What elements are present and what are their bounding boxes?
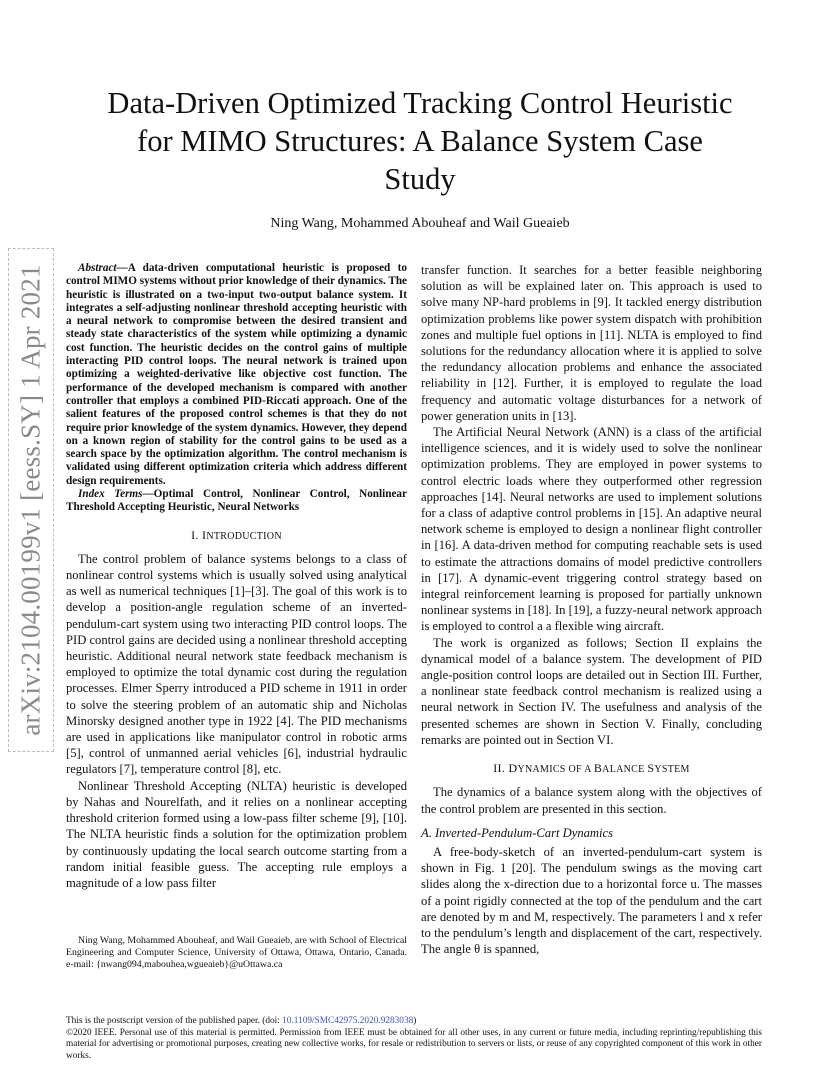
abstract-label: Abstract bbox=[78, 262, 117, 274]
dynamics-paragraph-1: The dynamics of a balance system along with the objectives of the control problem are presented in this section. bbox=[421, 785, 762, 816]
author-footnote: Ning Wang, Mohammed Abouheaf, and Wail Gueaieb, are with School of Electrical Engineering and Computer Science, University of Ottawa, Ottawa, Ontario, Canada. e-mail: {nwang094,mabouhea,wgueaieb}@uOttawa.ca bbox=[66, 935, 407, 970]
title-line-3: Study bbox=[384, 162, 456, 196]
subsection-heading-pendulum: A. Inverted-Pendulum-Cart Dynamics bbox=[421, 825, 614, 840]
index-terms-label: Index Terms bbox=[78, 488, 143, 501]
left-column bbox=[66, 262, 407, 891]
pendulum-paragraph-1: A free-body-sketch of an inverted-pendulum-cart system is shown in Fig. 1 [20]. The pendulum swings as the moving cart slides along the x-direction due to a horizontal force u. The masses of a point rigidly connected at the top of the pendulum and the cart are denoted by m and M, respectively. The parameters l and x refer to the pendulum’s length and displacement of the cart, respectively. The angle θ is spanned, bbox=[421, 844, 762, 957]
section-heading-dynamics: II. DYNAMICS OF A BALANCE SYSTEM bbox=[493, 761, 690, 776]
section-heading-introduction: I. INTRODUCTION bbox=[191, 527, 282, 542]
right-column bbox=[421, 262, 762, 957]
right-paragraph-2: The Artificial Neural Network (ANN) is a class of the artificial intelligence sciences, and it is widely used to solve the nonlinear optimization problems. They are employed in power systems to control electric loads where they outperformed other regression approaches [14]. Neural networks are used to implement solutions for a class of adaptive control problems in [15]. An adaptive neural network scheme is employed to design a nonlinear flight controller in [16]. A data-driven method for computing reachable sets is used to estimate the attractions domains of model predictive controllers in [17]. A dynamic-event triggering control strategy based on integral reinforcement learning is proposed for partially unknown nonlinear systems in [18]. In [19], a fuzzy-neural network approach is employed to control a a flexible wing aircraft. bbox=[421, 425, 762, 634]
arxiv-stamp bbox=[8, 248, 54, 752]
title-line-2: for MIMO Structures: A Balance System Case bbox=[137, 124, 703, 158]
postscript-line: This is the postscript version of the published paper. (doi: 10.1109/SMC42975.2020.9283038) bbox=[66, 1016, 417, 1026]
intro-paragraph-1: The control problem of balance systems belongs to a class of nonlinear control systems which is usually solved using analytical as well as numerical techniques [1]–[3]. The goal of this work is to develop a position-angle regulation scheme of an inverted-pendulum-cart system using two interacting PID control loops. The PID control gains are decided using a nonlinear threshold accepting heuristic. Additional neural network state feedback mechanism is employed to optimize the total dynamic cost during the regulation processes. Elmer Sperry introduced a PID scheme in 1911 in order to solve the steering problem of an automatic ship and Nicholas Minorsky designed another type in 1922 [4]. The PID mechanisms are used in applications like manipulator control in robotic arms [5], control of unmanned aerial vehicles [6], industrial hydraulic regulators [7], temperature control [8], etc. bbox=[66, 551, 407, 777]
ieee-copyright-text: ©2020 IEEE. Personal use of this material is permitted. Permission from IEEE must be obtained for all other uses, in any current or future media, including reprinting/republishing this material for advertising or promotional purposes, creating new collective works, for resale or redistribution to servers or lists, or reuse of any copyrighted component of this work in other works. bbox=[66, 1027, 762, 1061]
arxiv-stamp-text: arXiv:2104.00199v1 [eess.SY] 1 Apr 2021 bbox=[15, 264, 46, 736]
right-paragraph-1: transfer function. It searches for a better feasible neighboring solution as will be explained later on. This approach is used to solve many NP-hard problems in [9]. It tackled energy distribution optimization problems like power system dispatch with prohibition zones and multiple fuel options in [11]. NLTA is employed to find solutions for the redundancy allocation where it is applied to solve the redundancy allocation problems and enhance the associated reliability in [12]. Further, it is employed to regulate the load frequency and automatic voltage disturbances for a network of power generation units in [13]. bbox=[421, 263, 762, 423]
right-paragraph-3: The work is organized as follows; Section II explains the dynamical model of a balance system. The development of PID angle-position control loops are detailed out in Section III. Further, a nonlinear state feedback control mechanism is realized using a neural network in Section IV. The usefulness and analysis of the presented schemes are shown in Section V. Finally, concluding remarks are pointed out in Section VI. bbox=[421, 635, 762, 747]
index-terms bbox=[66, 488, 407, 515]
copyright-notice bbox=[66, 1016, 762, 1062]
index-terms-text: —Optimal Control, Nonlinear Control, Nonlinear Threshold Accepting Heuristic, Neural Networks bbox=[66, 488, 407, 514]
doi-link[interactable]: 10.1109/SMC42975.2020.9283038 bbox=[282, 1016, 414, 1026]
title-line-1: Data-Driven Optimized Tracking Control Heuristic bbox=[107, 86, 733, 120]
paper-title bbox=[60, 84, 780, 198]
intro-paragraph-2: Nonlinear Threshold Accepting (NLTA) heuristic is developed by Nahas and Nourelfath, and it relies on a nonlinear accepting threshold criterion formed using a low-pass filter scheme [9], [10]. The NLTA heuristic finds a solution for the optimization problem by continuously updating the local search outcome starting from a random initial feasible guess. The accepting rule employs a magnitude of a low pass filter bbox=[66, 778, 407, 890]
author-list: Ning Wang, Mohammed Abouheaf and Wail Gueaieb bbox=[270, 216, 570, 231]
abstract-text: —A data-driven computational heuristic is proposed to control MIMO systems without prior knowledge of their dynamics. The heuristic is illustrated on a two-input two-output balance system. It integrates a self-adjusting nonlinear threshold accepting heuristic with a neural network to compromise between the desired transient and steady state characteristics of the system while optimizing a dynamic cost function. The heuristic decides on the control gains of multiple interacting PID control loops. The neural network is trained upon optimizing a weighted-derivative like objective cost function. The performance of the developed mechanism is compared with another controller that employs a combined PID-Riccati approach. One of the salient features of the proposed control schemes is that they do not require prior knowledge of the system dynamics. However, they depend on a known region of stability for the control gains to be used as a search space by the optimization algorithm. The control mechanism is validated using different optimization criteria which address different design requirements. bbox=[66, 262, 408, 487]
abstract bbox=[66, 262, 407, 488]
